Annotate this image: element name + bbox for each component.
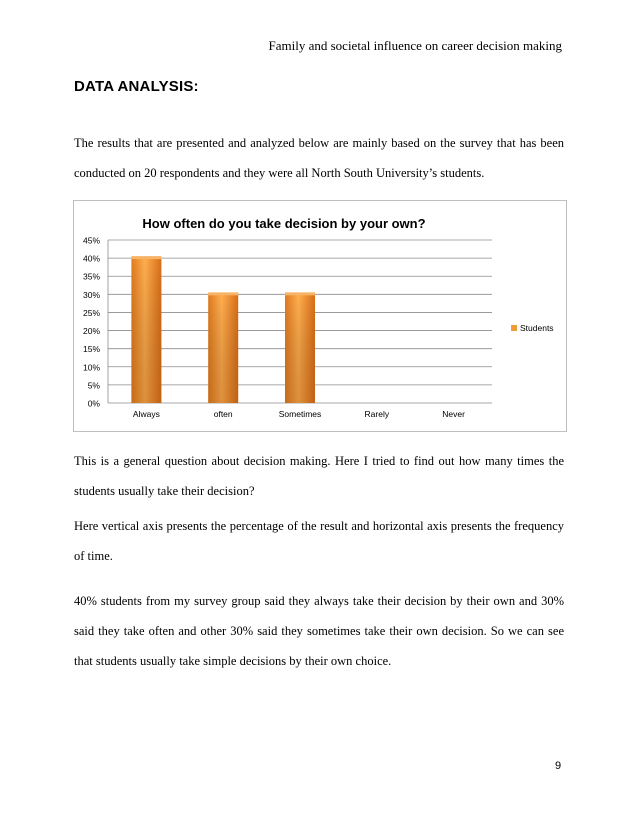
conclusion-paragraph: 40% students from my survey group said they always take their decision by their own and 30% said they take often and other 30% said they sometimes take their own decision. So we can see that students usually take simple decisions by their own choice. bbox=[74, 594, 564, 668]
bar-shade bbox=[208, 294, 238, 403]
bar-top bbox=[208, 292, 238, 295]
y-tick-label: 0% bbox=[87, 398, 100, 409]
axis-paragraph: Here vertical axis presents the percentage of the result and horizontal axis presents the frequency of time. bbox=[74, 519, 564, 563]
bar-shade bbox=[285, 294, 315, 403]
y-tick-label: 5% bbox=[87, 380, 100, 391]
x-tick-label: Always bbox=[132, 409, 160, 419]
question-paragraph: This is a general question about decision making. Here I tried to find out how many times the students usually take their decision? bbox=[74, 454, 564, 498]
intro-paragraph: The results that are presented and analyzed below are mainly based on the survey that has been conducted on 20 respondents and they were all North South University’s students. bbox=[74, 136, 564, 180]
y-tick-label: 25% bbox=[82, 307, 100, 318]
x-tick-label: Rarely bbox=[364, 409, 390, 419]
section-heading: DATA ANALYSIS: bbox=[74, 78, 199, 95]
y-tick-label: 35% bbox=[82, 271, 100, 282]
x-tick-label: Never bbox=[442, 409, 465, 419]
bar bbox=[131, 256, 161, 403]
x-tick-label: often bbox=[213, 409, 233, 419]
bar bbox=[208, 292, 238, 403]
chart-title: How often do you take decision by your own? bbox=[142, 216, 426, 231]
bar-top bbox=[285, 292, 315, 295]
y-tick-label: 45% bbox=[82, 235, 100, 246]
y-tick-label: 20% bbox=[82, 326, 100, 337]
bar-chart bbox=[73, 200, 567, 432]
y-tick-label: 10% bbox=[82, 362, 100, 373]
bar-top bbox=[131, 256, 161, 259]
x-tick-label: Sometimes bbox=[278, 409, 322, 419]
bar bbox=[285, 292, 315, 403]
bar-shade bbox=[131, 258, 161, 403]
legend bbox=[511, 323, 554, 333]
y-tick-label: 30% bbox=[82, 289, 100, 300]
running-header: Family and societal influence on career decision making bbox=[268, 38, 562, 53]
y-tick-label: 40% bbox=[82, 253, 100, 264]
legend-swatch bbox=[511, 325, 517, 331]
bar-chart-svg bbox=[74, 201, 566, 431]
y-tick-label: 15% bbox=[82, 344, 100, 355]
legend-label: Students bbox=[520, 323, 554, 333]
page-number: 9 bbox=[555, 760, 562, 772]
